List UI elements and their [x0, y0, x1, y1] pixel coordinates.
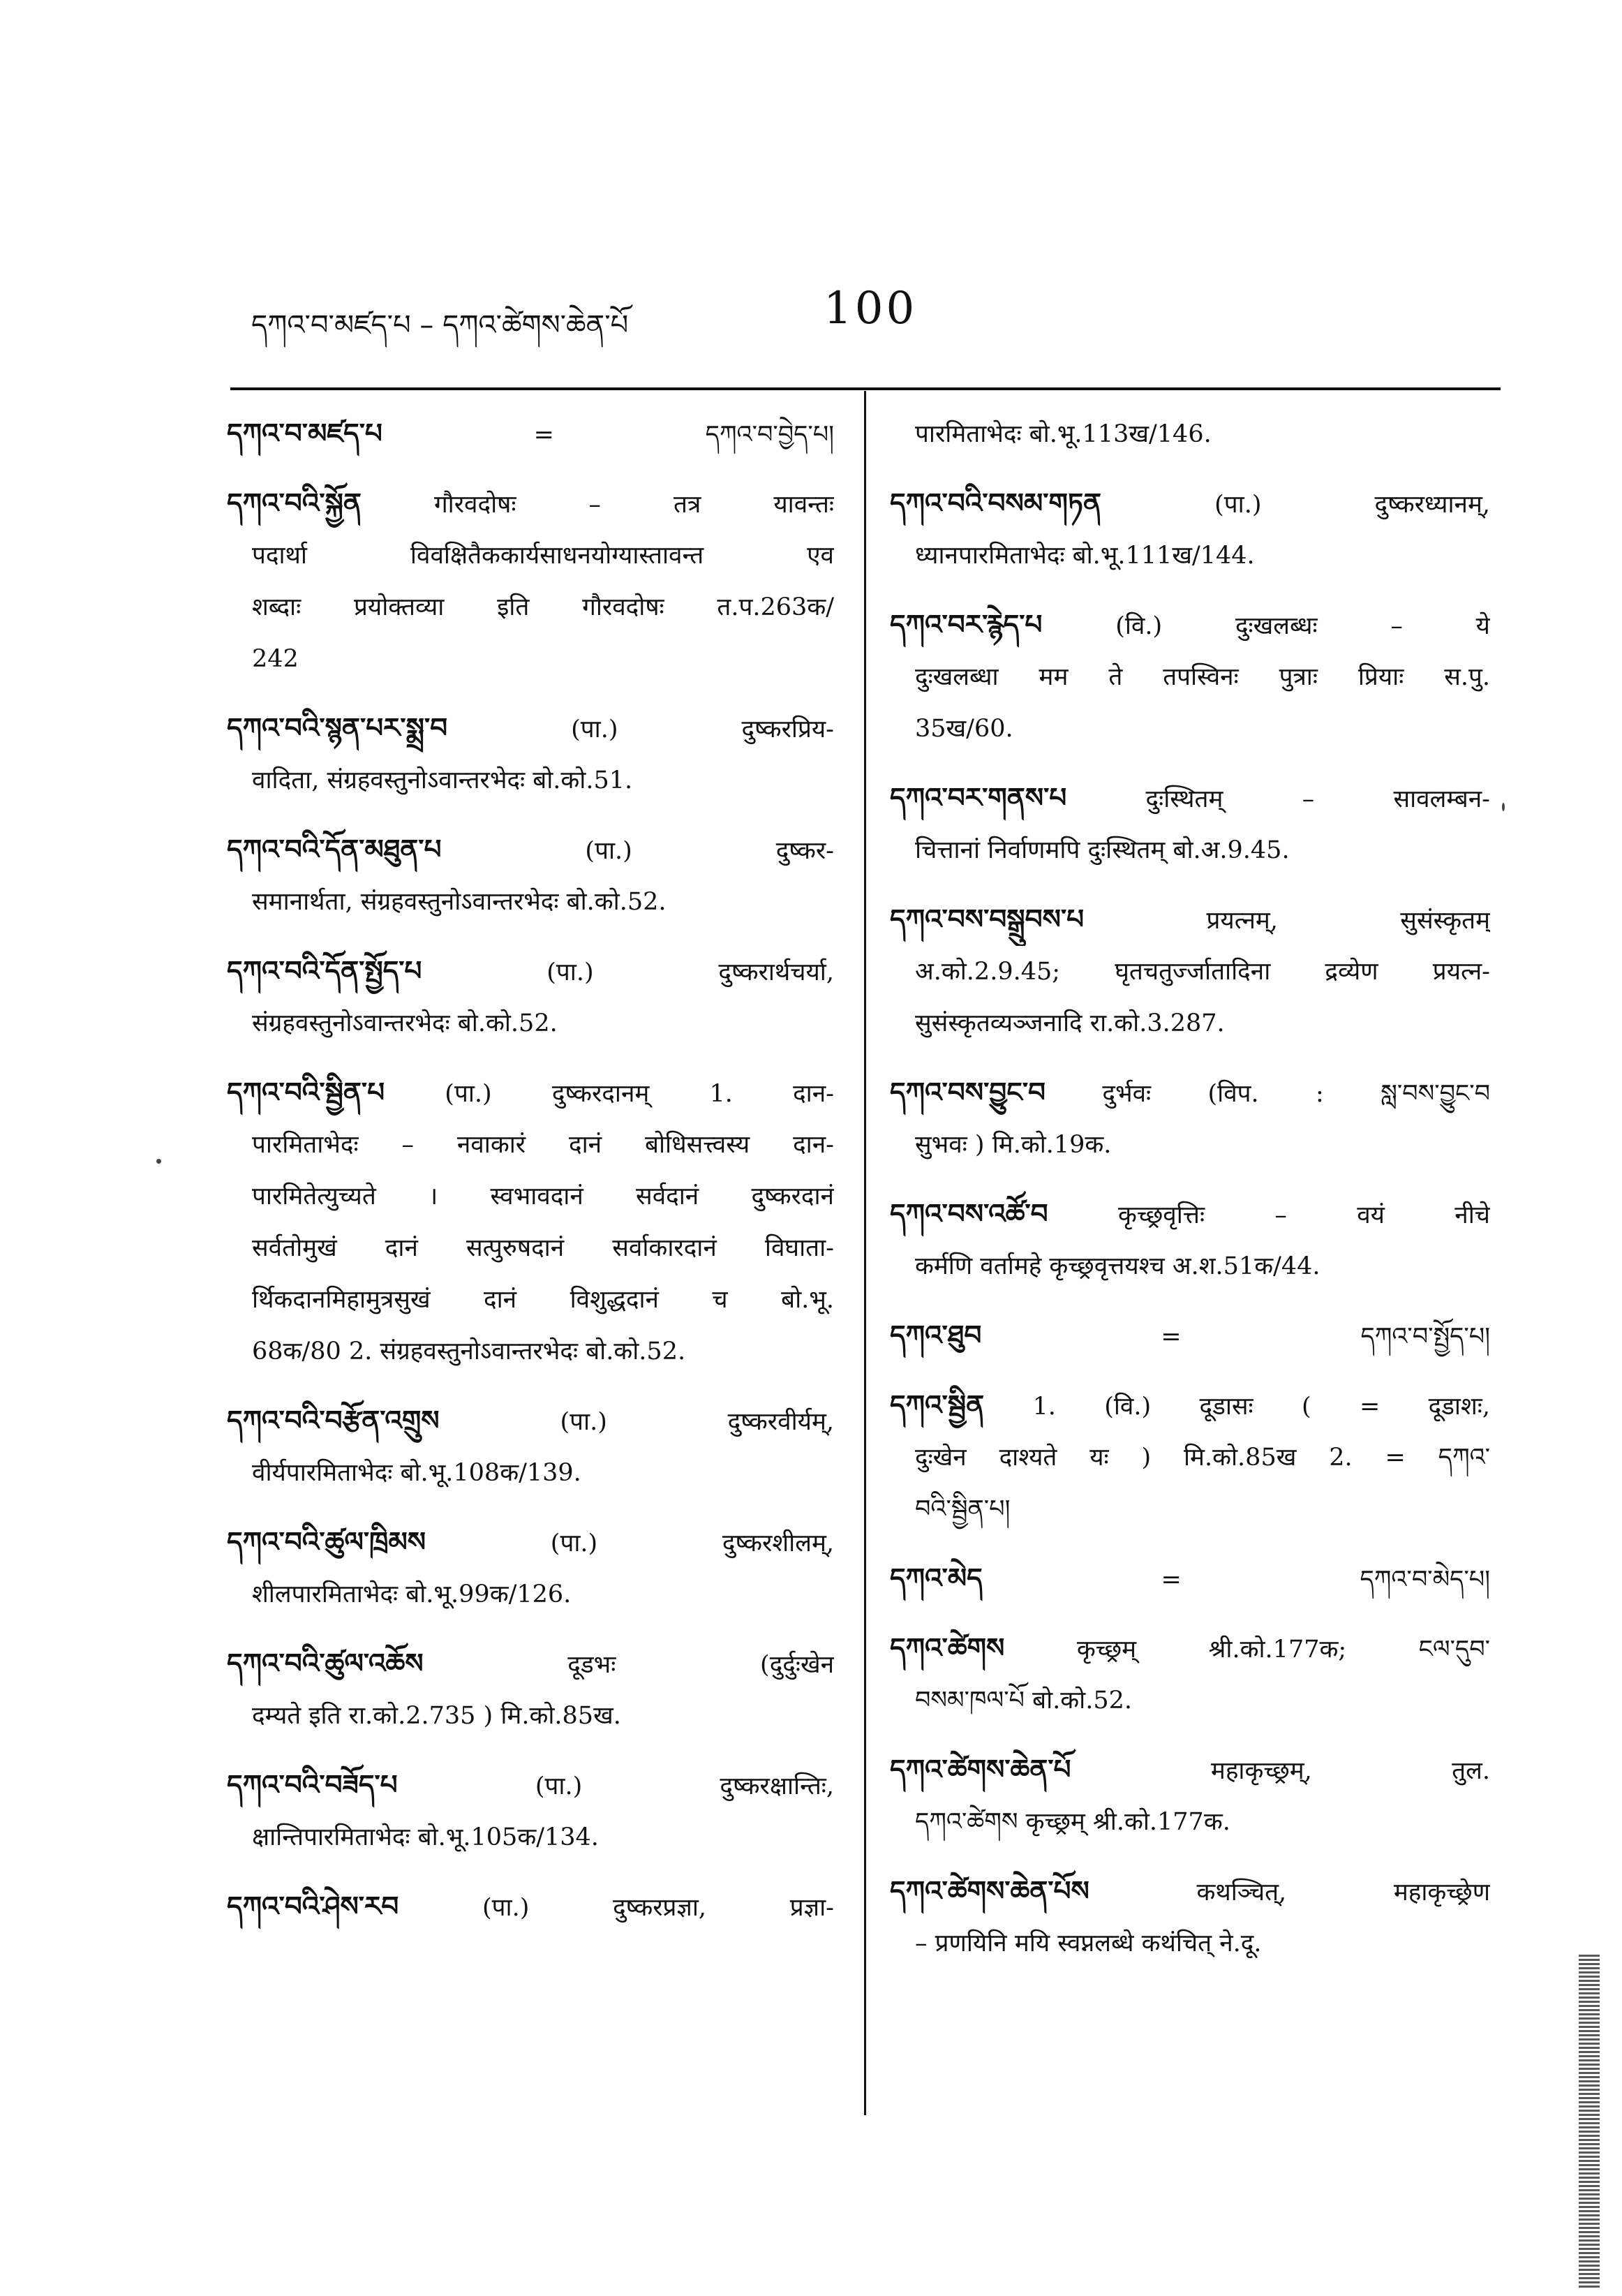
- dictionary-entry: [227, 408, 834, 460]
- entry-definition-line: 242: [252, 645, 299, 673]
- entry-definition-line: – प्रणयिनि मयि स्वप्नलब्धे कथंचित् ने.दू.: [915, 1930, 1262, 1957]
- dictionary-entry: [890, 1745, 1490, 1848]
- dictionary-entry: [890, 1866, 1490, 1969]
- entry-definition-line: पारमिताभेदः – नवाकारं दानं बोधिसत्त्वस्य दान-: [252, 1131, 834, 1159]
- dictionary-entry: [890, 1067, 1490, 1171]
- entry-headword-line: དཀའ་སྦྱིན 1. (वि.) दूडासः ( = दूडाशः,: [890, 1390, 1490, 1421]
- entry-definition-line: क्षान्तिपारमिताभेदः बो.भू.105क/134.: [252, 1823, 599, 1851]
- entry-definition-line: कर्मणि वर्तामहे कृच्छ्रवृत्तयश्च अ.श.51क/44.: [915, 1252, 1320, 1280]
- entry-definition-line: དཀའ་ཚེགས कृच्छ्रम् श्री.को.177क.: [915, 1808, 1230, 1836]
- entry-headword-line: དཀའ་བར་གནས་པ दुःस्थितम् – सावलम्बन-: [890, 783, 1490, 814]
- entry-headword-line: དཀའ་བའི་བརྩོན་འགྲུས (पा.) दुष्करवीर्यम्,: [227, 1405, 834, 1437]
- entry-headword-line: དཀའ་བའི་ཚུལ་ཁྲིམས (पा.) दुष्करशीलम्,: [227, 1527, 834, 1558]
- entry-definition-line: ध्यानपारमिताभेदः बो.भू.111ख/144.: [915, 542, 1255, 570]
- entry-definition-line: चित्तानां निर्वाणमपि दुःस्थितम् बो.अ.9.45.: [915, 836, 1290, 864]
- entry-headword-line: དཀའ་མེད = དཀའ་བ་མེད་པ།: [890, 1563, 1490, 1594]
- entry-definition-line: अ.को.2.9.45; घृतचतुर्ज्जातादिना द्रव्येण प्रयत्न-: [915, 958, 1490, 986]
- entry-headword-line: དཀའ་བའི་སྦྱིན་པ (पा.) दुष्करदानम् 1. दान-: [227, 1077, 834, 1109]
- dictionary-entry: [227, 824, 834, 928]
- entry-headword-line: དཀའ་བ་མཛད་པ = དཀའ་བ་བྱེད་པ།: [227, 418, 834, 450]
- entry-headword-line: དཀའ་ཚེགས कृच्छ्रम् श्री.को.177क; ངལ་དུབ་: [890, 1633, 1490, 1664]
- entry-headword-line: དཀའ་བའི་སྐྱོན गौरवदोषः – तत्र यावन्तः: [227, 488, 834, 519]
- entry-definition-line: दम्यते इति रा.को.2.735 ) मि.को.85ख.: [252, 1702, 621, 1730]
- entry-headword-line: དཀའ་ཐུབ = དཀའ་བ་སྤྱོད་པ།: [890, 1320, 1490, 1351]
- dictionary-entry: [227, 703, 834, 806]
- dictionary-entry: [227, 946, 834, 1049]
- entry-definition-line: वादिता, संग्रहवस्तुनोऽवान्तरभेदः बो.को.51.: [252, 766, 633, 794]
- entry-headword-line: དཀའ་བས་བྱུང་བ दुर्भवः (विप. : སླ་བས་བྱུང་བ: [890, 1077, 1490, 1109]
- left-column: [227, 408, 834, 1951]
- entry-definition-line: समानार्थता, संग्रहवस्तुनोऽवान्तरभेदः बो.को.52.: [252, 888, 667, 916]
- dictionary-entry: [227, 1881, 834, 1933]
- dictionary-entry: [890, 1310, 1490, 1362]
- dictionary-entry: [890, 1553, 1490, 1605]
- dictionary-entry: [227, 1638, 834, 1742]
- dictionary-entry: [890, 600, 1490, 755]
- entry-definition-line: पदार्था विवक्षितैककार्यसाधनयोग्यास्तावन्त एव: [252, 542, 834, 570]
- entry-definition-line: शब्दाः प्रयोक्तव्या इति गौरवदोषः त.प.263क/: [252, 593, 834, 621]
- column-divider: [864, 391, 866, 2115]
- dictionary-entry: [227, 478, 834, 685]
- dictionary-entry: [227, 1395, 834, 1499]
- dictionary-entry: [227, 1760, 834, 1863]
- dictionary-entry: [890, 478, 1490, 582]
- entry-definition-line: दुःखलब्धा मम ते तपस्विनः पुत्राः प्रियाः स.पु.: [915, 663, 1490, 691]
- entry-definition-line: पारमितेत्युच्यते । स्वभावदानं सर्वदानं दुष्करदानं: [252, 1183, 834, 1210]
- entry-headword-line: དཀའ་བའི་སྙན་པར་སྨྲ་བ (पा.) दुष्करप्रिय-: [227, 713, 834, 744]
- entry-definition-line: བསམ་ཁལ་པོ बो.को.52.: [915, 1687, 1133, 1714]
- entry-definition-line: 35ख/60.: [915, 715, 1013, 743]
- entry-definition-line: सुसंस्कृतव्यञ्जनादि रा.को.3.287.: [915, 1009, 1225, 1037]
- dictionary-entry: [227, 1517, 834, 1620]
- entry-definition-line: 68क/80 2. संग्रहवस्तुनोऽवान्तरभेदः बो.को.52.: [252, 1338, 686, 1365]
- entry-definition-line: वीर्यपारमिताभेदः बो.भू.108क/139.: [252, 1459, 581, 1487]
- entry-headword-line: དཀའ་བར་རྙེད་པ (वि.) दुःखलब्धः – ये: [890, 609, 1490, 641]
- scan-speck: [1502, 803, 1505, 811]
- dictionary-entry: [890, 894, 1490, 1049]
- entry-definition-line: संग्रहवस्तुनोऽवान्तरभेदः बो.को.52.: [252, 1009, 558, 1037]
- entry-headword-line: དཀའ་ཚེགས་ཆེན་པོས कथञ्चित्, महाकृच्छ्रेण: [890, 1876, 1490, 1907]
- entry-definition-line: र्थिकदानमिहामुत्रसुखं दानं विशुद्धदानं च बो.भू.: [252, 1286, 834, 1314]
- dictionary-entry: [890, 1380, 1490, 1535]
- dictionary-entry: [890, 408, 1490, 460]
- header-rule: [230, 387, 1501, 390]
- entry-headword-line: དཀའ་བའི་བསམ་གཏན (पा.) दुष्करध्यानम्,: [890, 488, 1490, 519]
- scan-speck: [156, 1159, 161, 1164]
- entry-definition-line: सर्वतोमुखं दानं सत्पुरुषदानं सर्वाकारदानं विघाता-: [252, 1234, 834, 1262]
- dictionary-entry: [890, 1189, 1490, 1292]
- entry-definition-line: सुभवः ) मि.को.19क.: [915, 1131, 1112, 1159]
- entry-headword-line: དཀའ་བའི་བཟོད་པ (पा.) दुष्करक्षान्तिः,: [227, 1770, 834, 1801]
- running-head: དཀའ་བ་མཛད་པ – དཀའ་ཚེགས་ཆེན་པོ: [251, 309, 629, 341]
- scan-edge-artifact: [1579, 1955, 1600, 2290]
- entry-definition-line: བའི་སྦྱིན་པ།: [915, 1495, 1011, 1523]
- entry-headword-line: དཀའ་བའི་དོན་སྤྱོད་པ (पा.) दुष्करार्थचर्या,: [227, 956, 834, 987]
- page-number: 100: [824, 283, 918, 334]
- dictionary-entry: [890, 1623, 1490, 1726]
- entry-definition-line: शीलपारमिताभेदः बो.भू.99क/126.: [252, 1580, 572, 1608]
- entry-headword-line: དཀའ་བས་འཚོ་བ कृच्छ्रवृत्तिः – वयं नीचे: [890, 1199, 1490, 1230]
- dictionary-entry: [890, 773, 1490, 876]
- entry-headword-line: དཀའ་ཚེགས་ཆེན་པོ महाकृच्छ्रम्, तुल.: [890, 1754, 1490, 1786]
- dictionary-entry: [227, 1067, 834, 1377]
- entry-definition-line: दुःखेन दाश्यते यः ) मि.को.85ख 2. = དཀའ་: [915, 1444, 1490, 1472]
- entry-headword-line: དཀའ་བའི་ཤེས་རབ (पा.) दुष्करप्रज्ञा, प्रज्ञा-: [227, 1891, 834, 1923]
- entry-headword-line: དཀའ་བའི་ཚུལ་འཆོས दूडभः (दुर्दुःखेन: [227, 1648, 834, 1680]
- right-column: [890, 408, 1490, 1987]
- entry-headword-line: དཀའ་བའི་དོན་མཐུན་པ (पा.) दुष्कर-: [227, 834, 834, 866]
- entry-headword-line: पारमिताभेदः बो.भू.113ख/146.: [915, 420, 1212, 448]
- entry-headword-line: དཀའ་བས་བསྒྲུབས་པ प्रयत्नम्, सुसंस्कृतम्: [890, 904, 1490, 935]
